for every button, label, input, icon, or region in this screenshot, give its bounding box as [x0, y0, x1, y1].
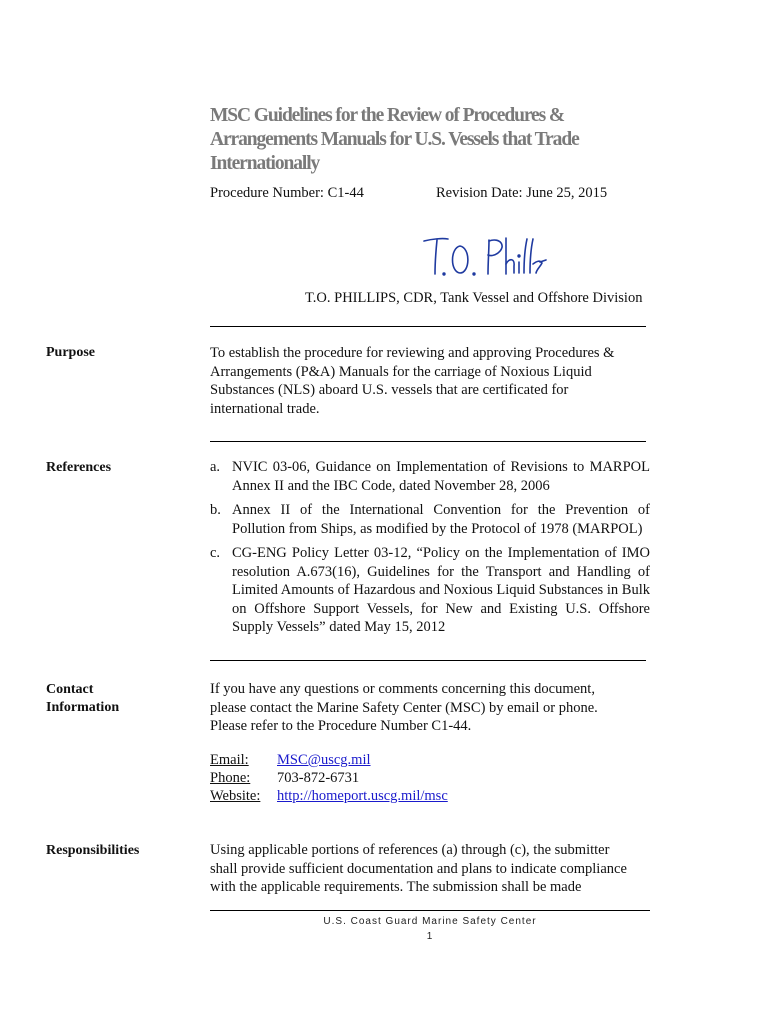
reference-text: Annex II of the International Convention for the Prevention of Pollution from Ships, as modified by the Protocol of 1978 (MARPOL) — [232, 502, 650, 537]
phone-row — [210, 769, 359, 788]
title-line-2: Arrangements Manuals for U.S. Vessels that Trade — [210, 129, 579, 150]
website-row — [210, 787, 448, 806]
signature-image — [420, 228, 550, 284]
responsibilities-line: shall provide sufficient documentation and plans to indicate compliance — [210, 860, 627, 877]
page-number: 1 — [426, 931, 434, 942]
responsibilities-text — [210, 841, 650, 897]
purpose-line: To establish the procedure for reviewing and approving Procedures & — [210, 345, 615, 361]
divider — [210, 326, 646, 327]
phone-value: 703-872-6731 — [277, 770, 360, 786]
title-line-1: MSC Guidelines for the Review of Procedures & — [210, 105, 564, 126]
purpose-line: Substances (NLS) aboard U.S. vessels that are certificated for — [210, 382, 569, 398]
reference-text: CG-ENG Policy Letter 03-12, “Policy on the Implementation of IMO resolution A.673(16), Guidelines for the Transport and Handling of Limited Amounts of Hazardous and Noxious Liquid Substances in Bulk on Offshore Support Vessels, for New and Existing U.S. Offshore Supply Vessels” dated May 15, 2012 — [232, 545, 650, 635]
title-line-3: Internationally — [210, 153, 320, 174]
contact-line: If you have any questions or comments concerning this document, — [210, 681, 595, 697]
contact-label — [46, 681, 119, 717]
contact-line: Please refer to the Procedure Number C1-44. — [210, 718, 472, 734]
procedure-number: Procedure Number: C1-44 — [210, 185, 364, 201]
reference-item-a — [210, 458, 650, 495]
contact-label-line: Information — [46, 700, 120, 715]
contact-text — [210, 680, 650, 736]
email-link[interactable]: MSC@uscg.mil — [277, 752, 371, 768]
reference-letter: a. — [210, 459, 221, 475]
responsibilities-label: Responsibilities — [46, 843, 140, 858]
signer-name: T.O. PHILLIPS, CDR, Tank Vessel and Offshore Division — [305, 290, 643, 306]
reference-text: NVIC 03-06, Guidance on Implementation of Revisions to MARPOL Annex II and the IBC Code, dated November 28, 2006 — [232, 459, 650, 494]
purpose-label: Purpose — [46, 345, 95, 360]
email-label: Email: — [210, 752, 249, 768]
reference-letter: c. — [210, 545, 221, 561]
footer-divider — [210, 910, 650, 911]
website-link[interactable]: http://homeport.uscg.mil/msc — [277, 788, 448, 804]
contact-label-line: Contact — [46, 682, 94, 697]
reference-item-b — [210, 501, 650, 538]
contact-line: please contact the Marine Safety Center (MSC) by email or phone. — [210, 699, 598, 716]
email-row — [210, 751, 371, 770]
reference-item-c — [210, 544, 650, 637]
phone-label: Phone: — [210, 770, 251, 786]
footer-org: U.S. Coast Guard Marine Safety Center — [323, 916, 537, 927]
revision-date: Revision Date: June 25, 2015 — [436, 185, 608, 201]
responsibilities-line: with the applicable requirements. The submission shall be made — [210, 879, 582, 895]
divider — [210, 441, 646, 442]
purpose-line: international trade. — [210, 400, 320, 417]
purpose-text — [210, 344, 650, 418]
purpose-line: Arrangements (P&A) Manuals for the carriage of Noxious Liquid — [210, 363, 592, 380]
divider — [210, 660, 646, 661]
responsibilities-line: Using applicable portions of references (a) through (c), the submitter — [210, 842, 610, 858]
references-label: References — [46, 460, 112, 475]
document-title — [210, 104, 650, 176]
reference-letter: b. — [210, 502, 221, 518]
website-label: Website: — [210, 788, 261, 804]
